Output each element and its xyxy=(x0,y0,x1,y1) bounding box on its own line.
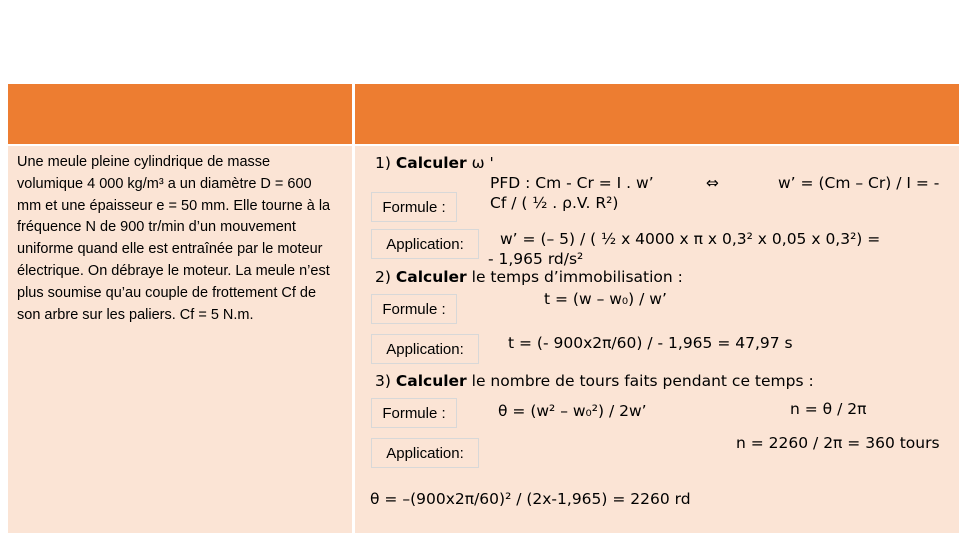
formule-button-2[interactable]: Formule : xyxy=(371,294,457,324)
step2-formula: t = (w – w₀) / w’ xyxy=(544,290,667,308)
application-button-3[interactable]: Application: xyxy=(371,438,479,468)
step3-n-formula: n = θ / 2π xyxy=(790,400,867,418)
step2-heading: 2) Calculer le temps d’immobilisation : xyxy=(375,268,683,286)
step1-application-a: w’ = (– 5) / ( ½ x 4000 x π x 0,3² x 0,05 x 0,3²) = xyxy=(500,230,881,248)
step3-theta-result: θ = –(900x2π/60)² / (2x-1,965) = 2260 rd xyxy=(370,490,691,508)
header-right-cell xyxy=(355,84,959,144)
step1-result-a: w’ = (Cm – Cr) / I = - xyxy=(778,174,940,192)
step2-application: t = (- 900x2π/60) / - 1,965 = 47,97 s xyxy=(508,334,793,352)
step1-pfd: PFD : Cm - Cr = I . w’ xyxy=(490,174,654,192)
solution-title: Solution xyxy=(360,8,458,38)
step1-result-b: Cf / ( ½ . ρ.V. R²) xyxy=(490,194,619,212)
formule-button-3[interactable]: Formule : xyxy=(371,398,457,428)
formule-button-1[interactable]: Formule : xyxy=(371,192,457,222)
application-button-2[interactable]: Application: xyxy=(371,334,479,364)
equivalence-icon: ⇔ xyxy=(706,174,719,192)
step3-formula: θ = (w² – w₀²) / 2w’ xyxy=(498,402,647,420)
topic-title: Freinage xyxy=(154,10,233,32)
step3-n-result: n = 2260 / 2π = 360 tours xyxy=(736,434,940,452)
step3-heading: 3) Calculer le nombre de tours faits pendant ce temps : xyxy=(375,372,814,390)
step1-application-b: - 1,965 rd/s² xyxy=(488,250,584,268)
application-button-1[interactable]: Application: xyxy=(371,229,479,259)
problem-statement: Une meule pleine cylindrique de masse volumique 4 000 kg/m³ a un diamètre D = 600 mm et une épaisseur e = 50 mm. Elle tourne à la fréquence N de 900 tr/min d’un mouvement uniforme quand elle est entraînée par le moteur électrique. On débraye le moteur. La meule n’est plus soumise qu’au couple de frottement Cf de son arbre sur les paliers. Cf = 5 N.m. xyxy=(17,154,331,323)
header-left-cell xyxy=(8,84,352,144)
exercise-title: Exercice 3 xyxy=(10,10,104,32)
step1-heading: 1) Calculer ω ' xyxy=(375,154,494,172)
